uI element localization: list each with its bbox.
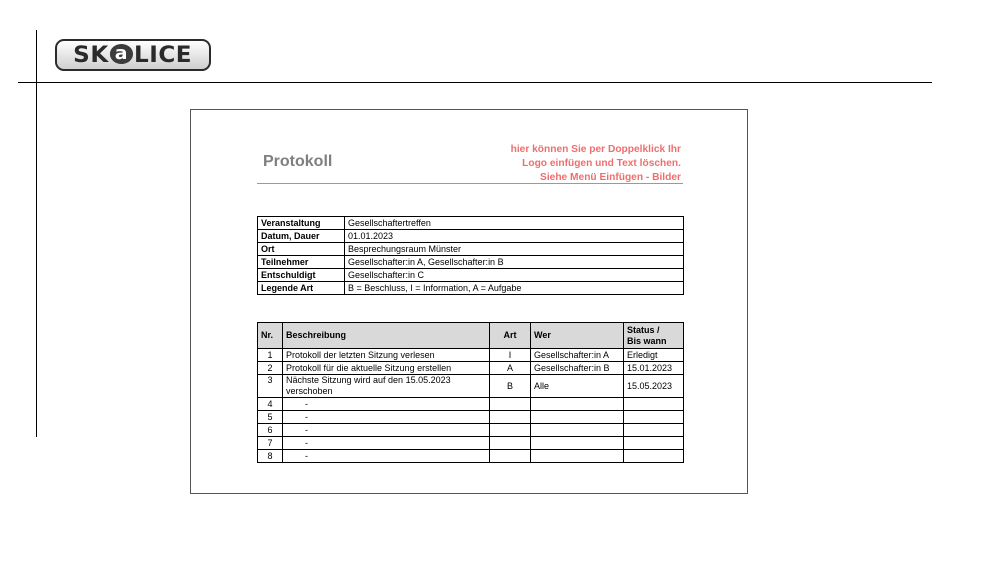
table-header-row (258, 323, 684, 349)
cell-art: B (490, 375, 531, 398)
info-label: Teilnehmer (258, 256, 345, 269)
table-row (258, 282, 684, 295)
header-nr: Nr. (258, 323, 283, 349)
header-wer: Wer (531, 323, 624, 349)
cell-nr: 5 (258, 411, 283, 424)
cell-status: Erledigt (624, 349, 684, 362)
table-row (258, 437, 684, 450)
cell-art (490, 411, 531, 424)
cell-nr: 1 (258, 349, 283, 362)
cell-beschreibung: - (283, 437, 490, 450)
cell-nr: 2 (258, 362, 283, 375)
info-label: Legende Art (258, 282, 345, 295)
info-value: Gesellschaftertreffen (345, 217, 684, 230)
cell-beschreibung: Nächste Sitzung wird auf den 15.05.2023 verschoben (283, 375, 490, 398)
header-status: Status / Bis wann (624, 323, 684, 349)
info-value: Besprechungsraum Münster (345, 243, 684, 256)
table-row (258, 230, 684, 243)
cell-status: 15.05.2023 (624, 375, 684, 398)
cell-art (490, 424, 531, 437)
cell-nr: 7 (258, 437, 283, 450)
table-row (258, 349, 684, 362)
table-row (258, 398, 684, 411)
info-label: Veranstaltung (258, 217, 345, 230)
cell-beschreibung: - (283, 450, 490, 463)
margin-vertical-line (36, 30, 37, 437)
info-value: Gesellschafter:in A, Gesellschafter:in B (345, 256, 684, 269)
cell-wer (531, 411, 624, 424)
cell-wer: Gesellschafter:in B (531, 362, 624, 375)
document-page (190, 109, 748, 494)
cell-art (490, 437, 531, 450)
cell-wer (531, 424, 624, 437)
cell-wer (531, 398, 624, 411)
header-rule (18, 82, 932, 83)
cell-wer (531, 437, 624, 450)
table-row (258, 450, 684, 463)
cell-beschreibung: - (283, 424, 490, 437)
title-underline (257, 183, 683, 184)
cell-wer: Alle (531, 375, 624, 398)
table-row (258, 411, 684, 424)
cell-art (490, 398, 531, 411)
cell-wer (531, 450, 624, 463)
table-row (258, 243, 684, 256)
cell-beschreibung: Protokoll für die aktuelle Sitzung erstellen (283, 362, 490, 375)
table-row (258, 424, 684, 437)
info-value: B = Beschluss, I = Information, A = Aufgabe (345, 282, 684, 295)
table-row (258, 256, 684, 269)
cell-nr: 3 (258, 375, 283, 398)
meeting-info-table (257, 216, 684, 295)
cell-nr: 4 (258, 398, 283, 411)
cell-art: A (490, 362, 531, 375)
logo-placeholder-hint[interactable]: hier können Sie per Doppelklick Ihr Logo einfügen und Text löschen. Siehe Menü Einfügen - Bilder (510, 144, 681, 183)
cell-status (624, 411, 684, 424)
table-row (258, 269, 684, 282)
info-value: 01.01.2023 (345, 230, 684, 243)
cell-status (624, 437, 684, 450)
cell-status (624, 398, 684, 411)
cell-status (624, 424, 684, 437)
skalice-logo[interactable] (55, 39, 211, 71)
cell-wer: Gesellschafter:in A (531, 349, 624, 362)
cell-beschreibung: Protokoll der letzten Sitzung verlesen (283, 349, 490, 362)
page-title: Protokoll (263, 153, 333, 170)
cell-beschreibung: - (283, 398, 490, 411)
info-label: Entschuldigt (258, 269, 345, 282)
header-beschreibung: Beschreibung (283, 323, 490, 349)
info-label: Datum, Dauer (258, 230, 345, 243)
logo-wordmark: SK a LICE (73, 42, 193, 68)
cell-art: I (490, 349, 531, 362)
table-row (258, 362, 684, 375)
cell-beschreibung: - (283, 411, 490, 424)
table-row (258, 217, 684, 230)
info-value: Gesellschafter:in C (345, 269, 684, 282)
cell-status (624, 450, 684, 463)
cell-nr: 8 (258, 450, 283, 463)
info-label: Ort (258, 243, 345, 256)
header-art: Art (490, 323, 531, 349)
cell-nr: 6 (258, 424, 283, 437)
cell-art (490, 450, 531, 463)
cell-status: 15.01.2023 (624, 362, 684, 375)
agenda-table (257, 322, 684, 463)
table-row (258, 375, 684, 398)
